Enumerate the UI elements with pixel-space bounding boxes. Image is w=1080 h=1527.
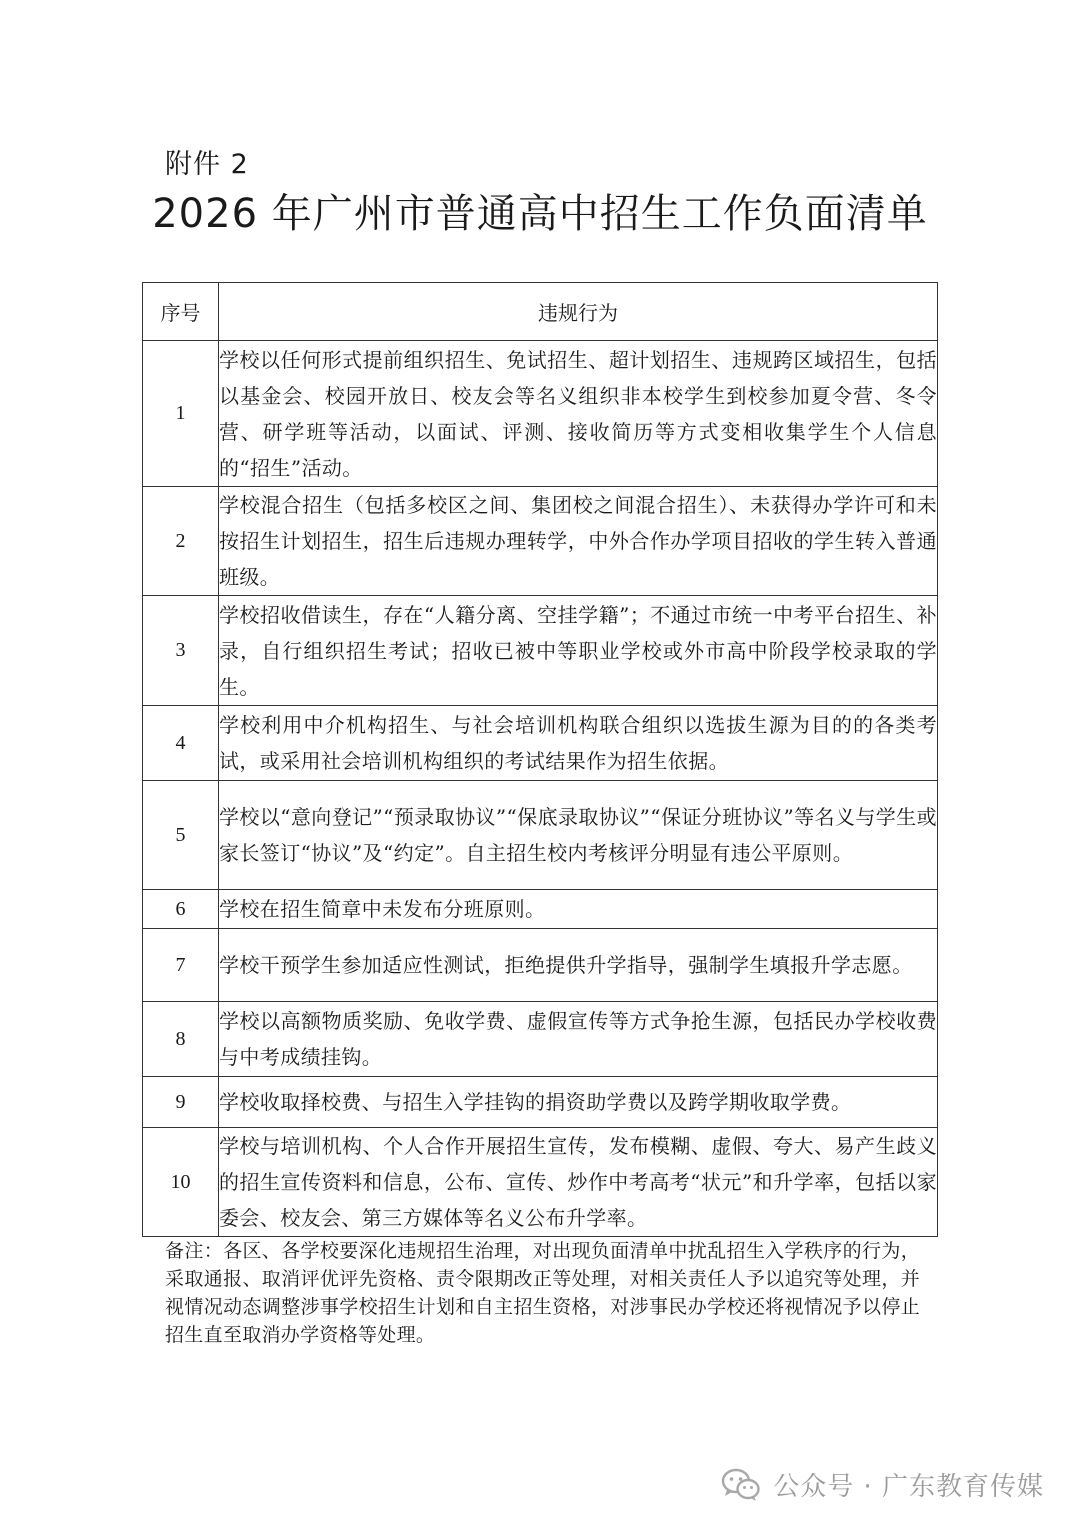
table-row	[143, 1128, 938, 1237]
row-number: 3	[143, 596, 219, 706]
row-number: 6	[143, 890, 219, 929]
row-number: 5	[143, 781, 219, 890]
attachment-label: 附件 2	[165, 149, 249, 180]
row-number: 10	[143, 1128, 219, 1237]
row-violation-text: 学校干预学生参加适应性测试，拒绝提供升学指导，强制学生填报升学志愿。	[219, 929, 938, 1002]
table-row	[143, 890, 938, 929]
row-number: 9	[143, 1077, 219, 1128]
table-row	[143, 341, 938, 487]
row-number: 7	[143, 929, 219, 1002]
remarks-note: 备注：各区、各学校要深化违规招生治理，对出现负面清单中扰乱招生入学秩序的行为，采取通报、取消评优评先资格、责令限期改正等处理，对相关责任人予以追究等处理，并视情况动态调整涉事学校招生计划和自主招生资格，对涉事民办学校还将视情况予以停止招生直至取消办学资格等处理。	[165, 1240, 920, 1346]
table-row	[143, 1002, 938, 1077]
row-violation-text: 学校招收借读生，存在“人籍分离、空挂学籍”；不通过市统一中考平台招生、补录，自行组织招生考试；招收已被中等职业学校或外市高中阶段学校录取的学生。	[219, 596, 938, 706]
table-row	[143, 487, 938, 596]
row-violation-text: 学校以“意向登记”“预录取协议”“保底录取协议”“保证分班协议”等名义与学生或家长签订“协议”及“约定”。自主招生校内考核评分明显有违公平原则。	[219, 781, 938, 890]
row-number: 2	[143, 487, 219, 596]
table-row	[143, 781, 938, 890]
source-watermark	[721, 1466, 1044, 1503]
document-title: 2026 年广州市普通高中招生工作负面清单	[152, 191, 928, 237]
row-violation-text: 学校收取择校费、与招生入学挂钩的捐资助学费以及跨学期收取学费。	[219, 1077, 938, 1128]
wechat-icon	[721, 1468, 761, 1502]
row-violation-text: 学校以高额物质奖励、免收学费、虚假宣传等方式争抢生源，包括民办学校收费与中考成绩挂钩。	[219, 1002, 938, 1077]
row-violation-text: 学校以任何形式提前组织招生、免试招生、超计划招生、违规跨区域招生，包括以基金会、校园开放日、校友会等名义组织非本校学生到校参加夏令营、冬令营、研学班等活动，以面试、评测、接收简历等方式变相收集学生个人信息的“招生”活动。	[219, 341, 938, 487]
table-row	[143, 706, 938, 781]
table-row	[143, 929, 938, 1002]
table-row	[143, 1077, 938, 1128]
row-violation-text: 学校混合招生（包括多校区之间、集团校之间混合招生）、未获得办学许可和未按招生计划招生，招生后违规办理转学，中外合作办学项目招收的学生转入普通班级。	[219, 487, 938, 596]
row-violation-text: 学校利用中介机构招生、与社会培训机构联合组织以选拔生源为目的的各类考试，或采用社会培训机构组织的考试结果作为招生依据。	[219, 706, 938, 781]
source-label: 公众号 · 广东教育传媒	[773, 1472, 1044, 1502]
row-number: 4	[143, 706, 219, 781]
row-violation-text: 学校与培训机构、个人合作开展招生宣传，发布模糊、虚假、夸大、易产生歧义的招生宣传资料和信息，公布、宣传、炒作中考高考“状元”和升学率，包括以家委会、校友会、第三方媒体等名义公布升学率。	[219, 1128, 938, 1237]
header-violation: 违规行为	[219, 283, 938, 341]
table-header-row	[143, 283, 938, 341]
row-number: 1	[143, 341, 219, 487]
header-serial-number: 序号	[143, 283, 219, 341]
negative-list-table	[142, 282, 938, 1237]
table-row	[143, 596, 938, 706]
row-violation-text: 学校在招生简章中未发布分班原则。	[219, 890, 938, 929]
row-number: 8	[143, 1002, 219, 1077]
